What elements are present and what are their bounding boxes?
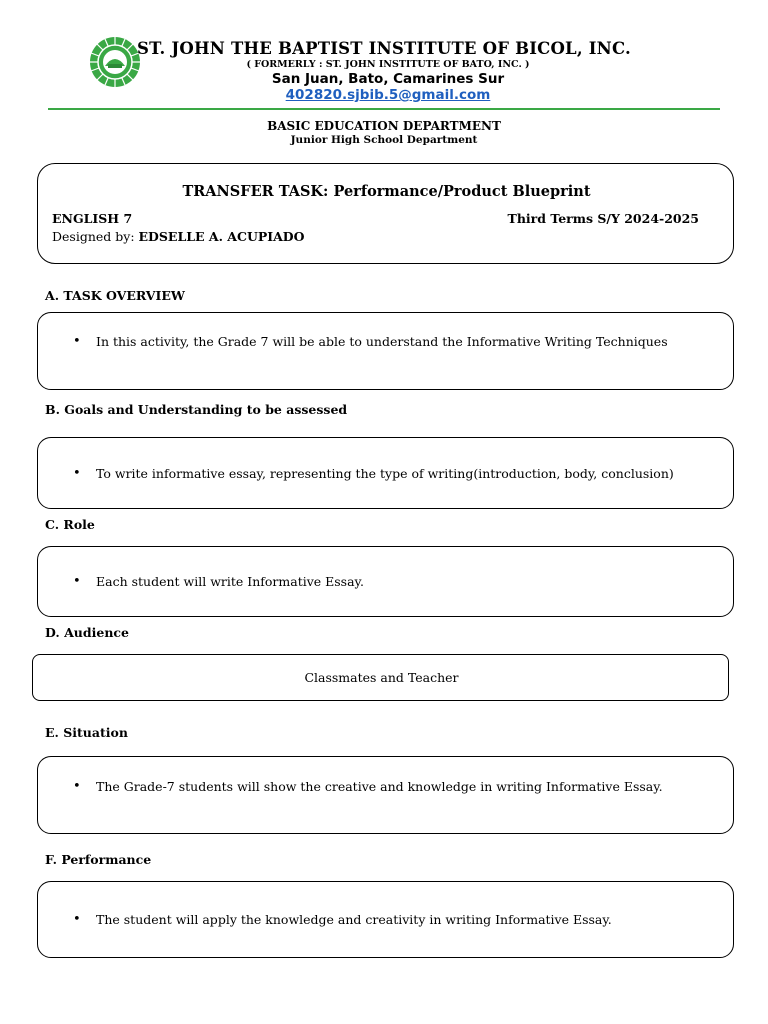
situation-box	[37, 756, 734, 834]
bullet-icon: •	[73, 334, 81, 349]
department-title: BASIC EDUCATION DEPARTMENT	[267, 119, 501, 133]
subject-label: ENGLISH 7	[52, 211, 133, 226]
section-heading-goals: B. Goals and Understanding to be assessed	[45, 402, 348, 417]
school-address: San Juan, Bato, Camarines Sur	[271, 71, 505, 87]
header-divider	[48, 108, 720, 110]
audience-text: Classmates and Teacher	[304, 670, 459, 685]
designer-line	[52, 229, 305, 244]
blueprint-title-bold: TRANSFER TASK	[182, 183, 324, 200]
role-text: Each student will write Informative Essay.	[96, 574, 364, 589]
bullet-icon: •	[73, 574, 81, 589]
section-heading-role: C. Role	[45, 517, 95, 532]
blueprint-info-box	[37, 163, 734, 264]
overview-text: In this activity, the Grade 7 will be able to understand the Informative Writing Techniques	[96, 334, 668, 349]
section-heading-overview: A. TASK OVERVIEW	[45, 288, 185, 303]
bullet-icon: •	[73, 466, 81, 481]
bullet-icon: •	[73, 779, 81, 794]
role-box	[37, 546, 734, 617]
blueprint-title	[38, 183, 735, 200]
former-name: ( FORMERLY : ST. JOHN INSTITUTE OF BATO, INC. )	[246, 59, 530, 70]
goals-box	[37, 437, 734, 509]
performance-text: The student will apply the knowledge and creativity in writing Informative Essay.	[96, 912, 612, 927]
audience-box	[32, 654, 729, 701]
school-name: ST. JOHN THE BAPTIST INSTITUTE OF BICOL, INC.	[137, 39, 631, 58]
term-label: Third Terms S/Y 2024-2025	[507, 211, 699, 226]
designer-name: EDSELLE A. ACUPIADO	[138, 229, 305, 244]
performance-box	[37, 881, 734, 958]
section-heading-audience: D. Audience	[45, 625, 129, 640]
goals-text: To write informative essay, representing the type of writing(introduction, body, conclusion)	[96, 466, 674, 481]
situation-text: The Grade-7 students will show the creative and knowledge in writing Informative Essay.	[96, 779, 663, 794]
bullet-icon: •	[73, 912, 81, 927]
school-email-link[interactable]: 402820.sjbib.5@gmail.com	[285, 87, 491, 103]
section-heading-performance: F. Performance	[45, 852, 152, 867]
overview-box	[37, 312, 734, 390]
designed-by-label: Designed by:	[52, 229, 139, 244]
section-heading-situation: E. Situation	[45, 725, 128, 740]
blueprint-title-rest: : Performance/Product Blueprint	[323, 183, 591, 200]
sub-department-title: Junior High School Department	[290, 134, 478, 146]
